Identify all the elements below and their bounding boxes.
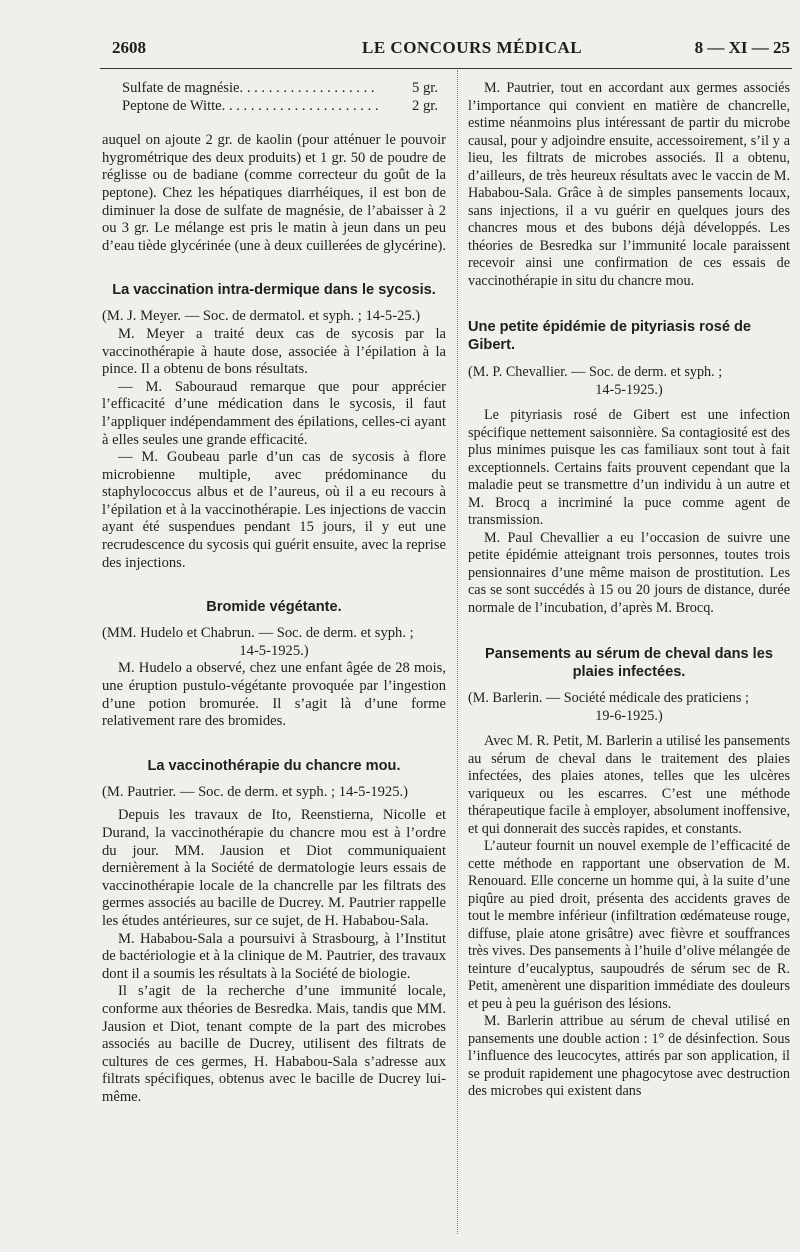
ingredient-qty: 2 gr. xyxy=(412,97,438,114)
header-rule xyxy=(100,68,792,69)
ingredient-label: Peptone de Witte xyxy=(122,97,222,114)
ingredient-label: Sulfate de magnésie xyxy=(122,80,240,96)
right-column xyxy=(468,80,790,1101)
reference-line: (MM. Hudelo et Chabrun. — Soc. de derm. et syph. ; xyxy=(102,625,414,642)
issue-date: 8 — XI — 25 xyxy=(694,38,790,57)
reference xyxy=(468,690,790,725)
reference-date: 14-5-1925.) xyxy=(239,642,309,659)
ingredient-line xyxy=(102,98,446,116)
reference-line: (M. Barlerin. — Société médicale des praticiens ; xyxy=(468,690,749,706)
paragraph: auquel on ajoute 2 gr. de kaolin (pour atténuer le pouvoir hygrométrique des deux produits) et 1 gr. 50 de poudre de réglisse ou de badiane (comme correcteur du goût de la peptone). Chez les hépatiques diarrhéiques, il est bon de diminuer la dose de sulfate de magnésie, de l’abaisser à 2 ou 3 gr. Le mélange est pris le matin à jeun dans un peu d’eau tiède glycérinée (une à deux cuillerées de glycérine). xyxy=(102,132,446,254)
paragraph: M. Paul Chevallier a eu l’occasion de suivre une petite épidémie atteignant trois personnes, toutes trois pensionnaires d’une même maison de prostitution. Les cas se sont succédés à 15 ou 20 jours de distance, durée normale de l’incubation, d’après M. Brocq. xyxy=(468,529,790,616)
reference-date: 19-6-1925.) xyxy=(595,707,663,724)
section-title: La vaccinothérapie du chancre mou. xyxy=(147,757,401,774)
paragraph: M. Hababou-Sala a poursuivi à Strasbourg, à l’Institut de bactériologie et à la clinique de M. Pautrier, des travaux dont il a soumis les résultats à la Société de biologie. xyxy=(102,930,446,982)
reference: (M. J. Meyer. — Soc. de dermatol. et syph. ; 14-5-25.) xyxy=(102,308,421,325)
leader-dots xyxy=(240,80,378,98)
paragraph: L’auteur fournit un nouvel exemple de l’efficacité de cette méthode en rapportant une observation de M. Renouard. Elle concerne un homme qui, à la suite d’une piqûre au pied droit, présenta des accidents graves de tout le membre inférieur (infiltration œdémateuse rouge, diffuse, plaie atone grisâtre) avec fièvre et souffrances très vives. Des pansements à l’huile d’olive mélangée de teinture d’eucalyptus, saupoudrés de sérum sec de R. Petit, amenèrent une disparition immédiate des douleurs et peu à peu la guérison des lésions. xyxy=(468,838,790,1012)
left-column xyxy=(102,80,446,1107)
page-header xyxy=(112,38,790,64)
paragraph: M. Hudelo a observé, chez une enfant âgée de 28 mois, une éruption pustulo-végétante provoquée par l’ingestion d’une potion bromurée. Il s’agit là d’une forme relativement rare des bromides. xyxy=(102,660,446,730)
journal-title: LE CONCOURS MÉDICAL xyxy=(362,38,583,57)
paragraph: — M. Goubeau parle d’un cas de sycosis à flore microbienne multiple, avec prédominance du staphylococcus albus et de l’aureus, où il a eu recours à l’épilation et à la vaccinothérapie. Les injections de vaccin ayant été suspendues pendant 15 jours, il y eut une recrudescence du sycosis qui guérit ensuite, avec la reprise des injections. xyxy=(102,449,446,571)
paragraph: Depuis les travaux de Ito, Reenstierna, Nicolle et Durand, la vaccinothérapie du chancre mou est à l’ordre du jour. MM. Jausion et Diot communiquaient dernièrement à la Société de dermatologie leurs essais de vaccinothérapie locale de la chancrelle par les filtrats des germes associés au bacille de Ducrey. M. Pautrier rappelle les études antérieures, sur ce sujet, de H. Hababou-Sala. xyxy=(102,807,446,929)
paragraph: Il s’agit de la recherche d’une immunité locale, conforme aux théories de Besredka. Mais, tandis que MM. Jausion et Diot, tenant compte de la part des microbes associés au bacille de Ducrey, utilisent des filtrats de cultures de ces germes, H. Hababou-Sala s’adresse aux filtrats spécifiques, obtenus avec le bacille de Ducrey lui-même. xyxy=(102,983,446,1105)
column-divider xyxy=(457,70,458,1234)
reference xyxy=(468,364,790,399)
section-title: Bromide végétante. xyxy=(206,599,342,616)
section-title: La vaccination intra-dermique dans le sycosis. xyxy=(112,282,436,299)
ingredient-line xyxy=(102,80,446,98)
section-title: Une petite épidémie de pityriasis rosé de Gibert. xyxy=(468,319,752,353)
paragraph: M. Meyer a traité deux cas de sycosis par la vaccinothérapie à haute dose, associée à l’épilation à la pince. Il a obtenu de bons résultats. xyxy=(102,325,446,378)
page-number: 2608 xyxy=(112,38,146,57)
paragraph: — M. Sabouraud remarque que pour apprécier l’efficacité d’une médication dans le sycosis, il faut l’appliquer indépendamment des épilations, celles-ci ayant à elles seules une grande efficacité. xyxy=(102,378,446,448)
paragraph: M. Pautrier, tout en accordant aux germes associés l’importance qui convient en matière de chancrelle, estime néanmoins plus intéressant de partir du microbe causal, pour y adjoindre ensuite, accessoirement, s’il y a lieu, les filtrats de microbes associés. Il a obtenu, d’ailleurs, de très heureux résultats avec le vaccin de M. Hababou-Sala. Grâce à de simples pansements locaux, sans injections, il a vu guérir en quelques jours des chancres mous et des bubons déjà développés. Les théories de Besredka sur l’immunité locale paraissent recevoir ainsi une confirmation de ces essais de vaccinothérapie in situ du chancre mou. xyxy=(468,80,790,289)
reference-line: (M. P. Chevallier. — Soc. de derm. et syph. ; xyxy=(468,364,723,380)
reference-date: 14-5-1925.) xyxy=(595,381,663,398)
section-title: Pansements au sérum de cheval dans les plaies infectées. xyxy=(485,646,773,680)
paragraph: Avec M. R. Petit, M. Barlerin a utilisé les pansements au sérum de cheval dans le traitement des plaies infectées, des plaies atones, telles que les ulcères variqueux ou les escarres. C’est une méthode thérapeutique facile à employer, absolument inoffensive, et qui donnerait des succès rapides, et constants. xyxy=(468,733,790,837)
paragraph: M. Barlerin attribue au sérum de cheval utilisé en pansements une double action : 1° de désinfection. Sous l’influence des leucocytes, attirés par son application, il se produit rapidement une phagocytose avec destruction des microbes qui existent dans xyxy=(468,1013,790,1099)
paragraph: Le pityriasis rosé de Gibert est une infection spécifique nettement saisonnière. Sa contagiosité est des plus minimes puisque les cas familiaux sont tout à fait exceptionnels. Certains faits prouvent cependant que la maladie peut se transmettre d’un individu à un autre et M. Brocq a incriminé la puce comme agent de transmission. xyxy=(468,407,790,528)
ingredient-qty: 5 gr. xyxy=(412,80,438,96)
reference xyxy=(102,625,446,660)
leader-dots xyxy=(222,98,378,116)
reference: (M. Pautrier. — Soc. de derm. et syph. ; 14-5-1925.) xyxy=(102,783,409,800)
